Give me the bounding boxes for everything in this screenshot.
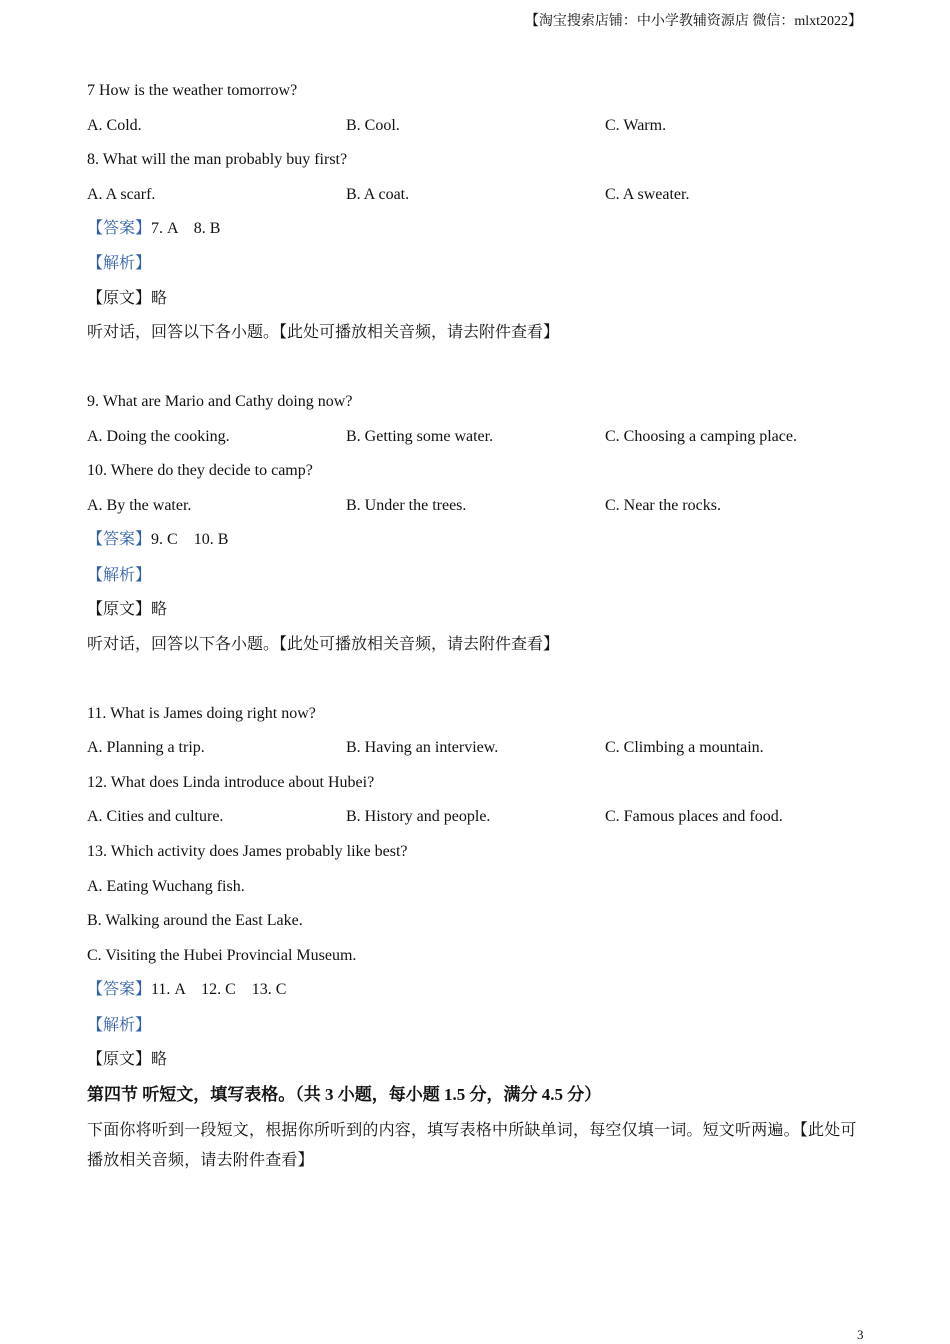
listening-instruction: 听对话，回答以下各小题。【此处可播放相关音频，请去附件查看】 <box>87 636 560 653</box>
answer-text: 11. A 12. C 13. C <box>151 981 287 998</box>
q10-option-c: C. Near the rocks. <box>605 497 721 514</box>
original-text-note: 【原文】略 <box>87 601 168 618</box>
q10-option-b: B. Under the trees. <box>346 497 467 514</box>
analysis-label: 【解析】 <box>87 567 152 584</box>
q8-option-b: B. A coat. <box>346 186 410 203</box>
page-header: 【淘宝搜索店铺：中小学教辅资源店 微信：mlxt2022】 <box>524 14 862 29</box>
question-11: 11. What is James doing right now? <box>87 705 316 722</box>
analysis-label: 【解析】 <box>87 1017 152 1034</box>
analysis-label: 【解析】 <box>87 255 152 272</box>
question-13: 13. Which activity does James probably like best? <box>87 843 408 860</box>
q8-option-a: A. A scarf. <box>87 186 156 203</box>
q7-option-b: B. Cool. <box>346 117 400 134</box>
answer-line-3 <box>87 980 286 1000</box>
q12-option-c: C. Famous places and food. <box>605 808 783 825</box>
question-9: 9. What are Mario and Cathy doing now? <box>87 393 353 410</box>
section-4-heading: 第四节 听短文，填写表格。（共 3 小题，每小题 1.5 分，满分 4.5 分） <box>87 1085 602 1104</box>
question-8: 8. What will the man probably buy first? <box>87 151 348 168</box>
page-number: 3 <box>857 1327 864 1342</box>
listening-instruction: 听对话，回答以下各小题。【此处可播放相关音频，请去附件查看】 <box>87 324 560 341</box>
answer-label: 【答案】 <box>87 220 152 237</box>
section-4-instruction: 下面你将听到一段短文，根据你所听到的内容，填写表格中所缺单词，每空仅填一词。短文听两遍。【此处可播放相关音频，请去附件查看】 <box>87 1122 857 1169</box>
q9-option-a: A. Doing the cooking. <box>87 428 230 445</box>
q8-option-c: C. A sweater. <box>605 186 690 203</box>
q9-option-b: B. Getting some water. <box>346 428 494 445</box>
q7-option-a: A. Cold. <box>87 117 142 134</box>
answer-text: 9. C 10. B <box>151 531 229 548</box>
question-10: 10. Where do they decide to camp? <box>87 462 313 479</box>
q7-option-c: C. Warm. <box>605 117 667 134</box>
q11-option-c: C. Climbing a mountain. <box>605 739 764 756</box>
answer-line-2 <box>87 530 228 550</box>
question-12: 12. What does Linda introduce about Hubei? <box>87 774 375 791</box>
original-text-note: 【原文】略 <box>87 1051 168 1068</box>
q11-option-a: A. Planning a trip. <box>87 739 205 756</box>
q13-option-a: A. Eating Wuchang fish. <box>87 878 245 895</box>
q11-option-b: B. Having an interview. <box>346 739 499 756</box>
original-text-note: 【原文】略 <box>87 290 168 307</box>
answer-text: 7. A 8. B <box>151 220 221 237</box>
q12-option-a: A. Cities and culture. <box>87 808 224 825</box>
q10-option-a: A. By the water. <box>87 497 192 514</box>
question-7: 7 How is the weather tomorrow? <box>87 82 298 99</box>
q12-option-b: B. History and people. <box>346 808 491 825</box>
answer-label: 【答案】 <box>87 981 152 998</box>
q13-option-b: B. Walking around the East Lake. <box>87 912 303 929</box>
q9-option-c: C. Choosing a camping place. <box>605 428 797 445</box>
answer-label: 【答案】 <box>87 531 152 548</box>
answer-line-1 <box>87 219 220 239</box>
q13-option-c: C. Visiting the Hubei Provincial Museum. <box>87 947 357 964</box>
